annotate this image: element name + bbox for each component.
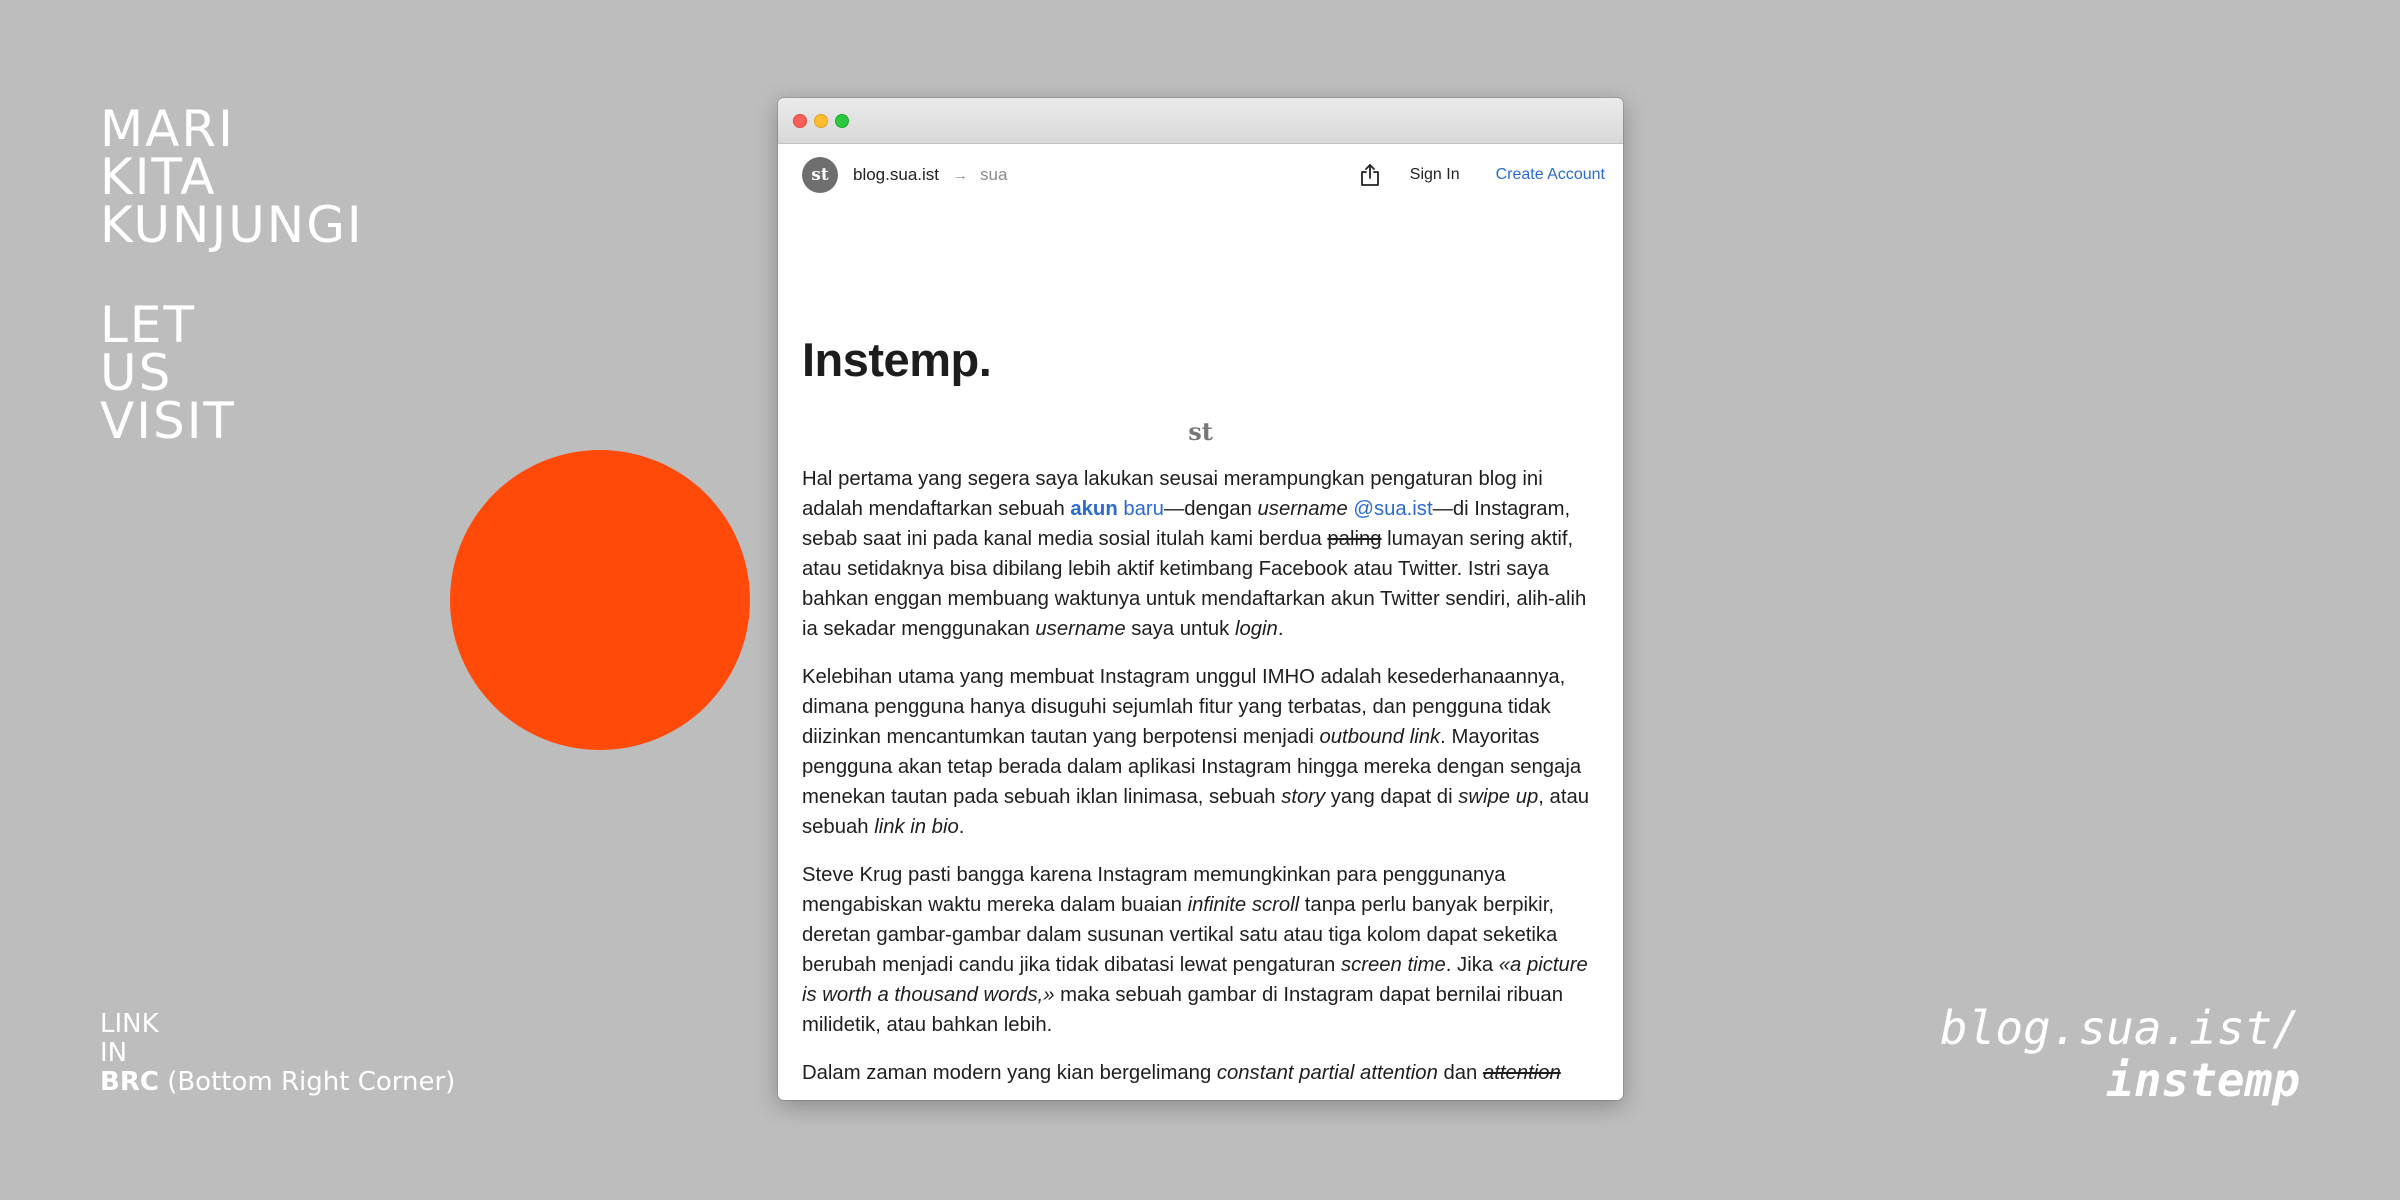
browser-window (778, 98, 1623, 1100)
article-title: Instemp. (802, 333, 992, 386)
emphasis: infinite scroll (1187, 894, 1300, 916)
link-note-light: (Bottom Right Corner) (167, 1067, 456, 1097)
share-icon[interactable] (1356, 161, 1384, 189)
article-paragraph (802, 464, 1599, 644)
akun-link[interactable]: akun (1070, 498, 1118, 520)
headline-line: VISIT (100, 392, 236, 450)
corner-url (1940, 1002, 2300, 1106)
text-run: Hal pertama yang segera saya lakukan seusai merampungkan pengaturan blog ini adalah mendaftarkan sebuah (802, 468, 1543, 520)
text-run: lumayan sering aktif, atau setidaknya bisa dibilang lebih aktif ketimbang Facebook atau Twitter. Istri saya bahkan enggan membuang waktunya untuk mendaftarkan akun Twitter sendiri, alih-alih ia sekadar menggunakan (802, 528, 1587, 640)
article-paragraph (802, 1058, 1599, 1088)
text-run: Steve Krug pasti bangga karena Instagram memungkinkan para penggunanya mengabiskan waktu mereka dalam buaian (802, 864, 1506, 916)
emphasis: «a picture is worth a thousand words,» (802, 954, 1588, 1006)
text-run: . Jika (1445, 954, 1499, 976)
create-account-button[interactable]: Create Account (1495, 166, 1605, 183)
text-run: —dengan (1163, 498, 1258, 520)
left-headline (100, 100, 364, 450)
emphasis: story (1281, 786, 1326, 808)
emphasis: link in bio (874, 816, 959, 838)
text-run: maka sebuah gambar di Instagram dapat bernilai ribuan milidetik, atau bahkan lebih. (802, 984, 1563, 1036)
strikethrough-text: attention (1482, 1062, 1561, 1084)
text-run: —di Instagram, sebab saat ini pada kanal media sosial itulah kami berdua (802, 498, 1571, 550)
emphasis: login (1234, 618, 1278, 640)
close-window-button[interactable] (793, 114, 807, 128)
headline-line: KUNJUNGI (100, 196, 364, 254)
emphasis: screen time (1340, 954, 1446, 976)
headline-line: MARI (100, 100, 235, 158)
divider-logo-icon: st (1188, 417, 1213, 446)
headline-line: US (100, 344, 173, 402)
accent-circle (450, 450, 750, 750)
article (778, 332, 1623, 1088)
handle-link[interactable]: @sua.ist (1353, 498, 1433, 520)
headline-line: LET (100, 296, 196, 354)
emphasis: constant partial attention (1216, 1062, 1438, 1084)
link-note-bold: BRC (100, 1067, 159, 1097)
baru-link[interactable]: baru (1123, 498, 1164, 520)
corner-url-domain: blog.sua.ist/ (1939, 1001, 2300, 1055)
site-name-link[interactable]: blog.sua.ist (853, 165, 939, 184)
text-run: . (1277, 618, 1284, 640)
headline-line: KITA (100, 148, 217, 206)
link-note-line: IN (100, 1038, 128, 1068)
emphasis: username (1035, 618, 1126, 640)
text-run: saya untuk (1125, 618, 1235, 640)
text-run: . (958, 816, 965, 838)
window-titlebar (778, 98, 1623, 144)
sign-in-button[interactable]: Sign In (1409, 166, 1460, 183)
strikethrough-text: paling (1327, 528, 1382, 550)
text-run: dan (1437, 1062, 1483, 1084)
emphasis: username (1257, 498, 1348, 520)
text-run: . Mayoritas pengguna akan tetap berada dalam aplikasi Instagram hingga mereka dengan sengaja menekan tautan pada sebuah iklan linimasa, sebuah (802, 726, 1582, 808)
corner-url-slug: instemp (2106, 1053, 2300, 1107)
link-note (100, 1010, 455, 1097)
emphasis: swipe up (1458, 786, 1539, 808)
minimize-window-button[interactable] (814, 114, 828, 128)
link-note-line: LINK (100, 1009, 159, 1039)
site-avatar[interactable]: st (802, 157, 838, 193)
text-run: Dalam zaman modern yang kian bergelimang (802, 1062, 1217, 1084)
maximize-window-button[interactable] (835, 114, 849, 128)
text-run: Kelebihan utama yang membuat Instagram unggul IMHO adalah kesederhanaannya, dimana pengguna hanya disuguhi sejumlah fitur yang terbatas, dan pengguna tidak diizinkan mencantumkan tautan yang berpotensi menjadi (802, 666, 1566, 748)
text-run: , atau sebuah (802, 786, 1590, 838)
site-header (778, 144, 1623, 206)
link-note-line (100, 1068, 455, 1097)
text-run: yang dapat di (1325, 786, 1459, 808)
article-paragraph (802, 860, 1599, 1040)
article-paragraph (802, 662, 1599, 842)
text-run: tanpa perlu banyak berpikir, deretan gambar-gambar dalam susunan vertikal satu atau tiga kolom dapat seketika berubah menjadi candu jika tidak dibatasi lewat pengaturan (802, 894, 1558, 976)
emphasis: outbound link (1319, 726, 1441, 748)
breadcrumb-author-link[interactable]: sua (980, 165, 1008, 184)
breadcrumb-arrow-icon: → (953, 166, 968, 184)
